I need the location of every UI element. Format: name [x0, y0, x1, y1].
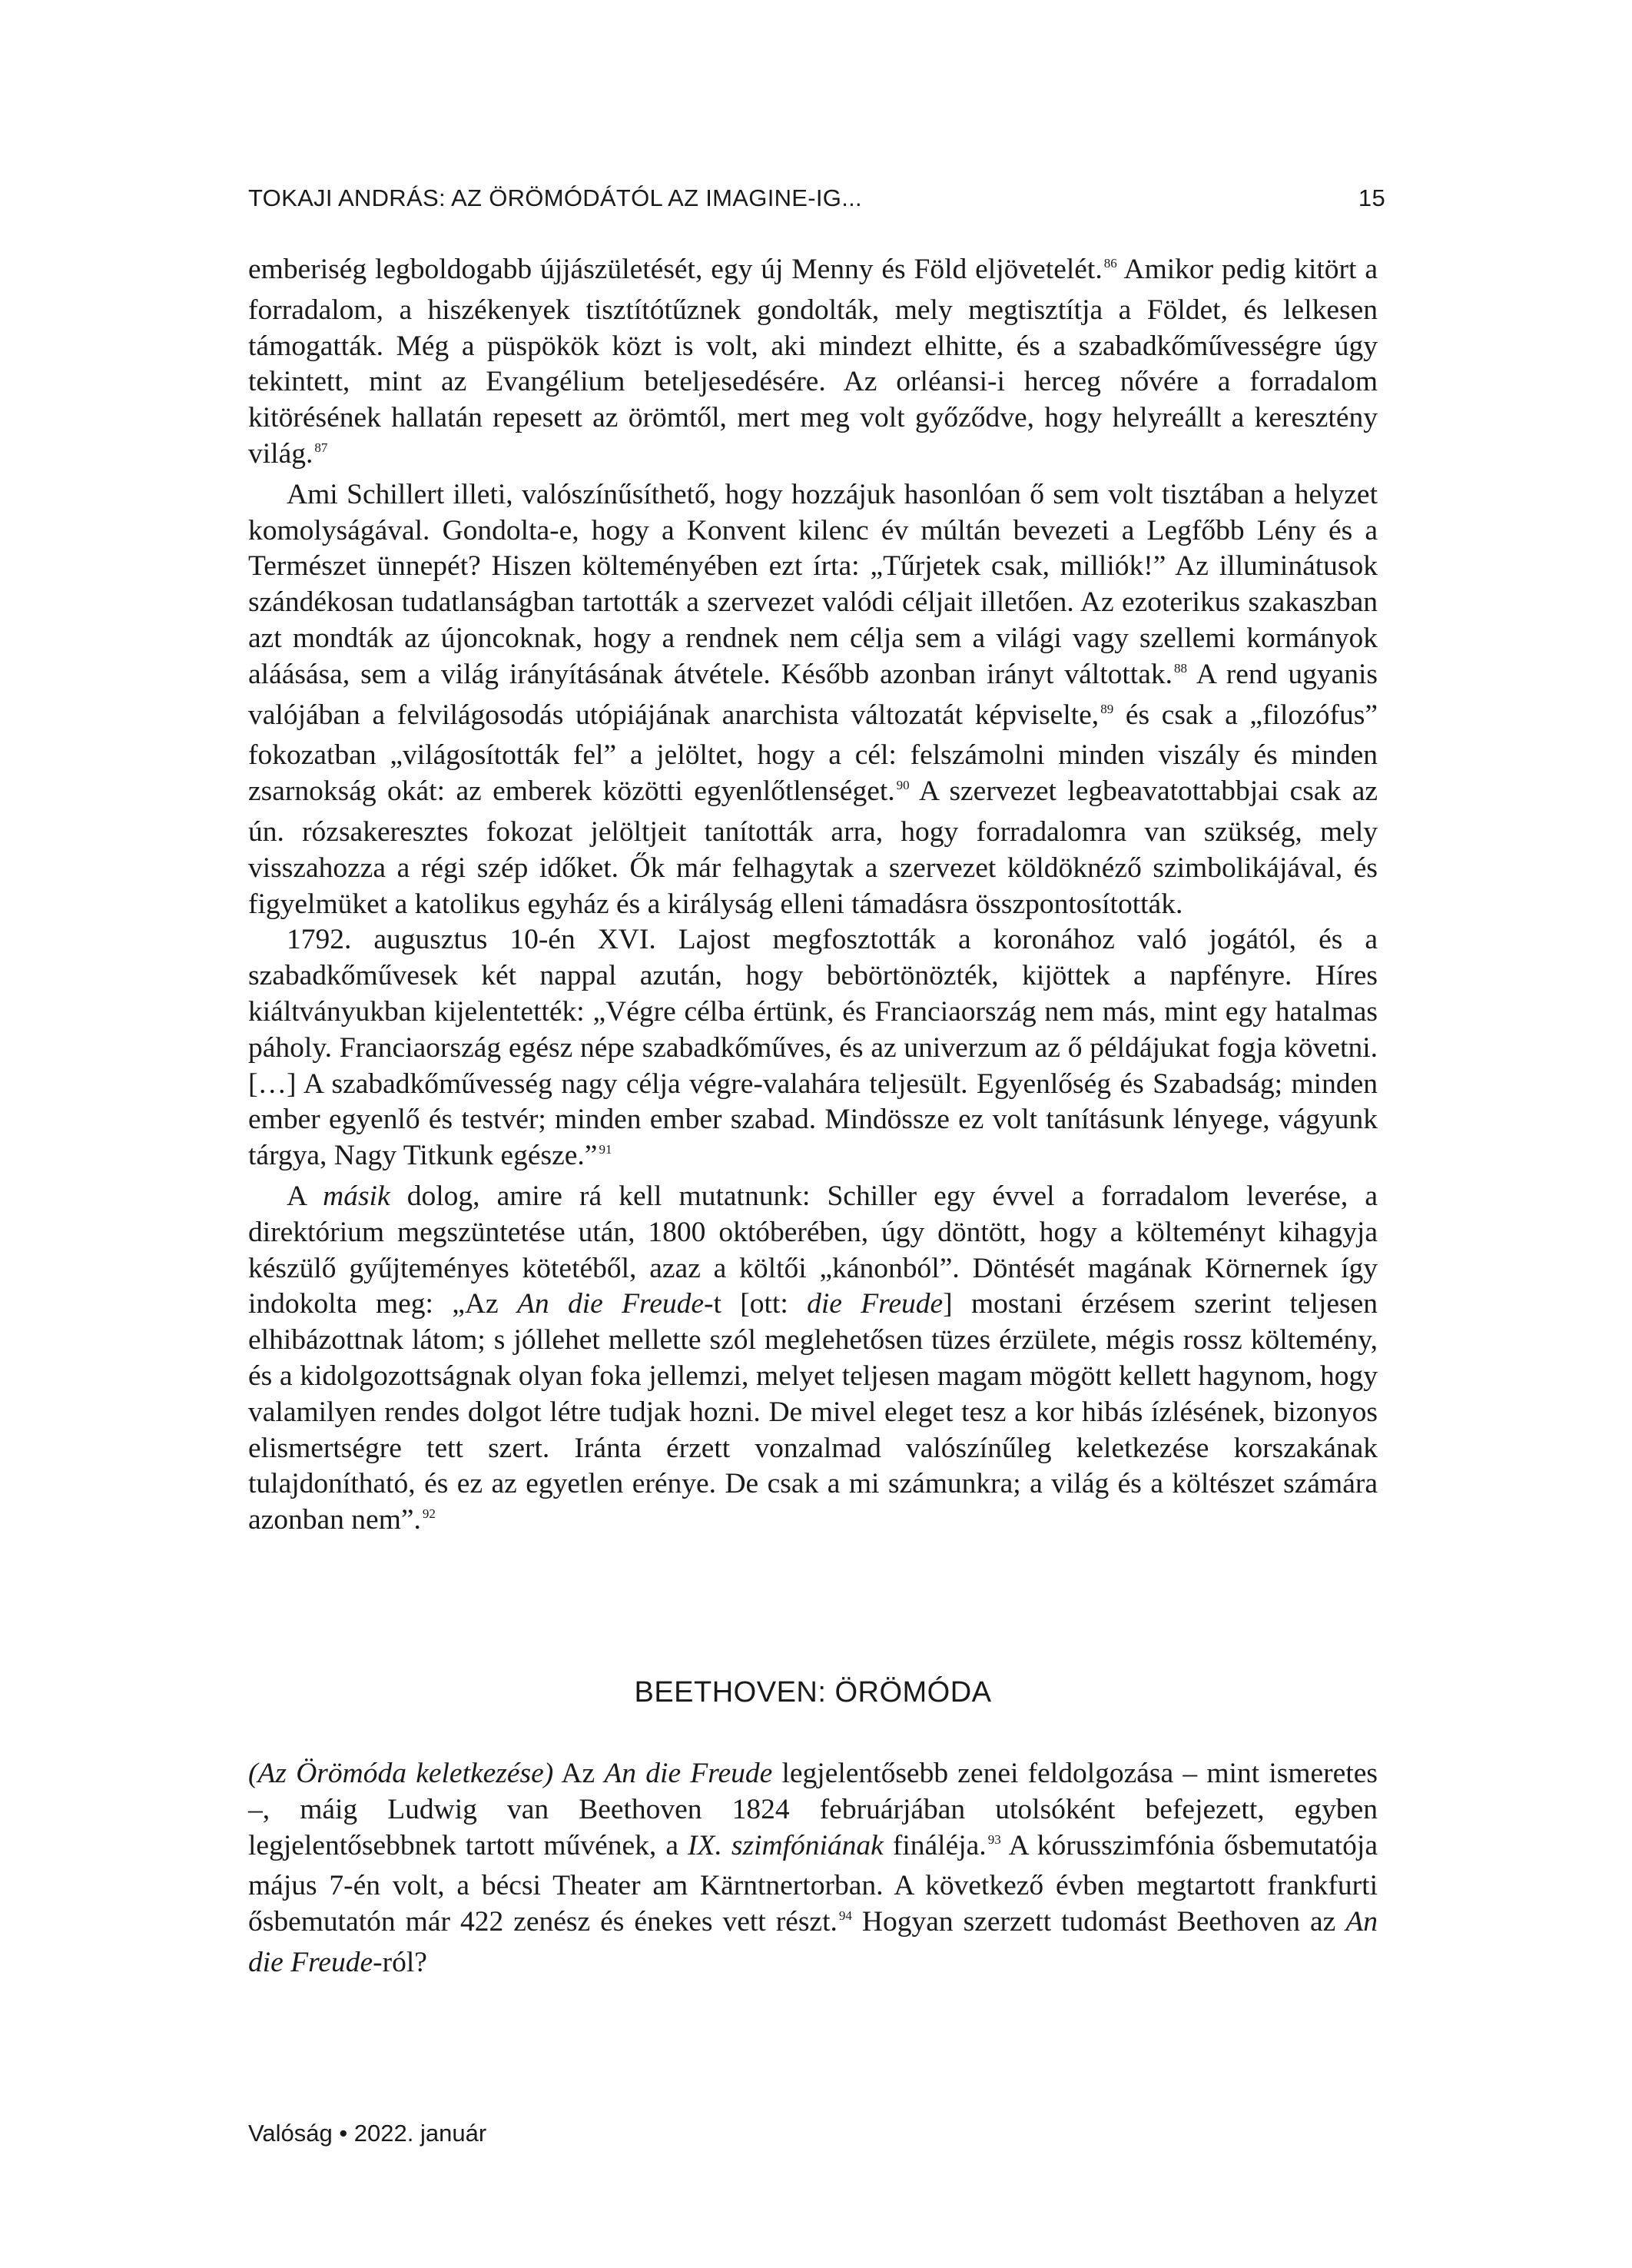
italic-text: (Az Örömóda keletkezése): [248, 1758, 554, 1789]
running-title: TOKAJI ANDRÁS: AZ ÖRÖMÓDÁTÓL AZ IMAGINE-IG...: [248, 184, 862, 211]
text-run: emberiség legboldogabb újjászületését, egy új Menny és Föld eljövetelét.: [248, 254, 1103, 285]
article-body: [248, 252, 1378, 1543]
text-run: A rend ugyanis valójában a felvilágosodás utópiájának anarchista változatát képviselte,: [248, 658, 1378, 731]
text-run: legjelentősebb zenei feldolgozása – mint ismeretes –, máig Ludwig van Beethoven 1824 februárjában utolsóként befejezett, egyben legjelentősebbnek tartott művének, a: [248, 1758, 1378, 1861]
text-run: -t [ott:: [704, 1288, 808, 1320]
text-run: A kórusszimfónia ősbemutatója május 7-én volt, a bécsi Theater am Kärntnertorban. A következő évben megtartott frankfurti ősbemutatón már 422 zenész és énekes vett részt.: [248, 1829, 1378, 1938]
page-number: 15: [1358, 184, 1385, 211]
italic-text: die Freude: [807, 1288, 944, 1320]
italic-text: An die Freude: [604, 1758, 773, 1789]
text-run: Az: [553, 1758, 605, 1789]
footnote-ref: 94: [838, 1908, 852, 1924]
italic-text: másik: [323, 1180, 390, 1212]
italic-text: An die Freude: [516, 1288, 705, 1320]
running-header: [248, 184, 1385, 212]
italic-text: An die Freude: [248, 1906, 1378, 1978]
text-run: A: [287, 1180, 323, 1212]
footnote-ref: 90: [896, 778, 910, 793]
page-footer: Valóság • 2022. január: [248, 2120, 487, 2147]
text-run: -ról?: [373, 1946, 427, 1978]
footnote-ref: 87: [314, 440, 328, 455]
footnote-ref: 91: [599, 1142, 612, 1157]
paragraph: [248, 477, 1378, 923]
text-run: ] mostani érzésem szerint teljesen elhibázottnak látom; s jóllehet mellette szól meglehetősen tüzes érzülete, mégis rossz költemény, és a kidolgozottságnak olyan foka jellemzi, melyet teljesen magam mögött kellett hagynom, hogy valamilyen rendes dolgot létre tudjak hozni. De mivel eleget tesz a kor hibás ízlésének, bizonyos elismertségre tett szert. Iránta érzett vonzalmad valószínűleg keletkezése korszakának tulajdonítható, és ez az egyetlen erénye. De csak a mi számunkra; a világ és a költészet számára azonban nem”.: [248, 1288, 1378, 1536]
footnote-ref: 93: [987, 1831, 1001, 1847]
text-run: Hogyan szerzett tudomást Beethoven az: [851, 1906, 1346, 1938]
footnote-ref: 88: [1174, 660, 1187, 676]
paragraph: [248, 1179, 1378, 1543]
text-run: és csak a „filozófus” fokozatban „világosították fel” a jelöltet, hogy a cél: felszámolni minden viszály és minden zsarnokság okát: az emberek közötti egyenlőtlenséget.: [248, 699, 1378, 808]
footnote-ref: 89: [1100, 701, 1114, 716]
paragraph: [248, 922, 1378, 1179]
text-run: Amikor pedig kitört a forradalom, a hiszékenyek tisztítótűznek gondolták, mely megtisztítja a Földet, és lelkesen támogatták. Még a püspökök közt is volt, aki mindezt elhitte, és a szabadkőművességre úgy tekintett, mint az Evangélium beteljesedésére. Az orléansi-i herceg nővére a forradalom kitörésének hallatán repesett az örömtől, mert meg volt győződve, hogy helyreállt a keresztény világ.: [248, 254, 1378, 470]
footnote-ref: 92: [422, 1506, 436, 1522]
paragraph: [248, 252, 1378, 477]
paragraph: [248, 1756, 1378, 1981]
text-run: 1792. augusztus 10-én XVI. Lajost megfosztották a koronához való jogától, és a szabadkőművesek két nappal azután, hogy bebörtönözték, kijöttek a napfényre. Híres kiáltványukban kijelentették: „Végre célba értünk, és Franciaország nem más, mint egy hatalmas páholy. Franciaország egész népe szabadkőműves, és az univerzum az ő példájukat fogja követni. […] A szabadkőművesség nagy célja végre-valahára teljesült. Egyenlőség és Szabadság; minden ember egyenlő és testvér; minden ember szabad. Mindössze ez volt tanításunk lényege, vágyunk tárgya, Nagy Titkunk egésze.”: [248, 924, 1378, 1172]
section-heading: BEETHOVEN: ÖRÖMÓDA: [634, 1676, 992, 1708]
text-run: A szervezet legbeavatottabbjai csak az ún. rózsakeresztes fokozat jelöltjeit tanították arra, hogy forradalomra van szükség, mely visszahozza a régi szép időket. Ők már felhagytak a szervezet köldöknéző szimbolikájával, és figyelmüket a katolikus egyház és a királyság elleni támadásra összpontosították.: [248, 775, 1378, 920]
text-run: fináléja.: [883, 1829, 987, 1861]
italic-text: IX. szimfóniának: [688, 1829, 884, 1861]
footnote-ref: 86: [1103, 256, 1117, 271]
section-body: [248, 1756, 1378, 1981]
text-run: dolog, amire rá kell mutatnunk: Schiller egy évvel a forradalom leverése, a direktórium megszüntetése után, 1800 októberében, úgy döntött, hogy a költeményt kihagyja készülő gyűjteményes kötetéből, azaz a költői „kánonból”. Döntését magának Körnernek így indokolta meg: „Az: [248, 1180, 1378, 1320]
text-run: Ami Schillert illeti, valószínűsíthető, hogy hozzájuk hasonlóan ő sem volt tisztában a helyzet komolyságával. Gondolta-e, hogy a Konvent kilenc év múltán bevezeti a Legfőbb Lény és a Természet ünnepét? Hiszen költeményében ezt írta: „Tűrjetek csak, milliók!” Az illuminátusok szándékosan tudatlanságban tartották a szervezet valódi céljait illetően. Az ezoterikus szakaszban azt mondták az újoncoknak, hogy a rendnek nem célja sem a világi vagy szellemi kormányok aláásása, sem a világ irányításának átvétele. Később azonban irányt váltottak.: [248, 478, 1378, 690]
